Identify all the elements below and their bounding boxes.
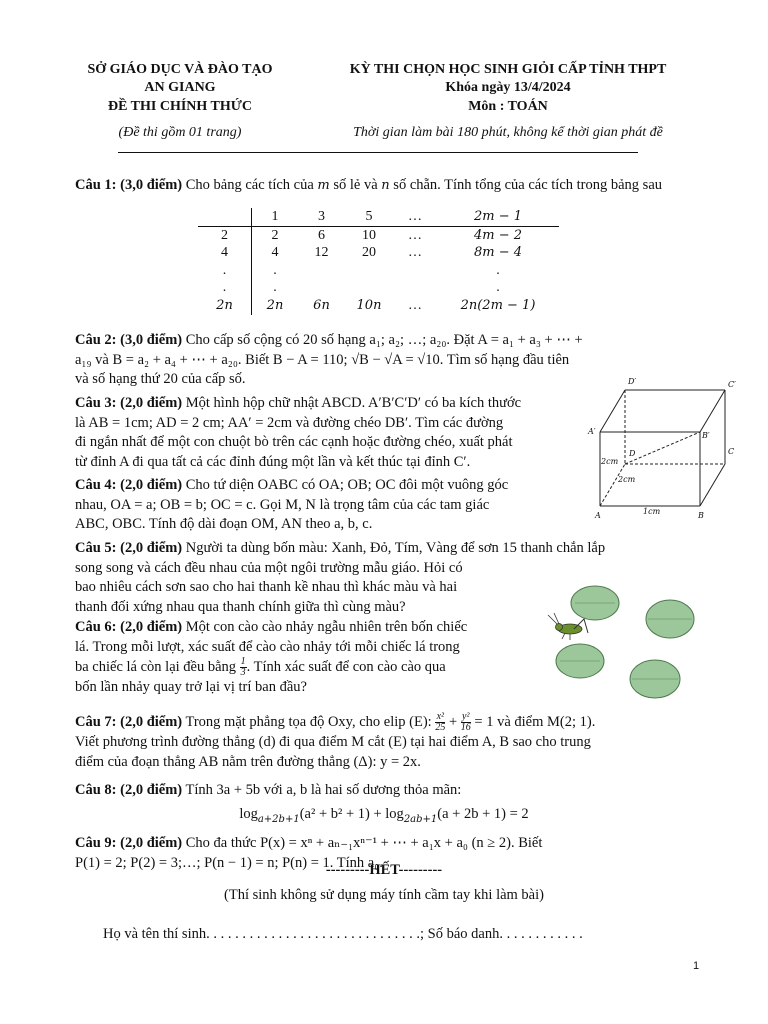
- edge-length-label: 2cm: [618, 475, 636, 484]
- question-4: Câu 4: (2,0 điểm) Cho tứ diện OABC có OA; OB; OC đôi một vuông góc nhau, OA = a; OB = b; OC = c. Gọi M, N là trọng tâm của các tam giác ABC, OBC. Tính độ dài đoạn OM, AN theo a, b, c.: [75, 477, 509, 532]
- table-row: 4 4 12 20 … 8m − 4: [221, 245, 523, 261]
- edge-length-label: 2cm: [601, 457, 619, 466]
- question-6-label: Câu 6: (2,0 điểm): [75, 619, 183, 635]
- department-name: SỞ GIÁO DỤC VÀ ĐÀO TẠO: [87, 62, 273, 77]
- exam-subject: Môn : TOÁN: [468, 99, 548, 114]
- vertex-label: C′: [728, 380, 736, 389]
- question-3-label: Câu 3: (2,0 điểm): [75, 395, 183, 411]
- fraction-y2-16: $\frac{\text{y²}}{16}$: [460, 711, 471, 733]
- table-row: . . .: [222, 280, 500, 296]
- question-7-label: Câu 7: (2,0 điểm): [75, 713, 183, 730]
- leaves-grasshopper-illustration: [530, 575, 700, 705]
- vertex-label: C: [728, 447, 735, 456]
- edge-length-label: 1cm: [643, 507, 661, 516]
- table-row: . . .: [222, 262, 500, 278]
- exam-official-label: ĐỀ THI CHÍNH THỨC: [107, 99, 253, 114]
- header-divider: [118, 152, 638, 153]
- vertex-label: A′: [588, 427, 596, 436]
- cuboid-figure: [585, 372, 745, 520]
- table-row: 2 2 6 10 … 4m − 2: [221, 227, 523, 243]
- page-count-note: (Đề thi gồm 01 trang): [118, 125, 242, 140]
- province-name: AN GIANG: [144, 80, 216, 95]
- exam-title: KỲ THI CHỌN HỌC SINH GIỎI CẤP TỈNH THPT: [349, 62, 667, 77]
- page-number: 1: [693, 960, 700, 972]
- question-8-label: Câu 8: (2,0 điểm): [75, 782, 183, 798]
- vertex-label: D: [629, 449, 636, 458]
- question-3: Câu 3: (2,0 điểm) Một hình hộp chữ nhật ABCD. A′B′C′D′ có ba kích thước là AB = 1cm; AD = 2 cm; AA′ = 2cm và đường chéo DB′. Tìm các đường đi ngắn nhất để một con chuột bò trên các cạnh hoặc đường chéo, xuất phát từ đỉnh A đi qua tất cả các đỉnh đúng một lần và kết thúc tại đỉnh C′.: [75, 395, 522, 470]
- exam-date: Khóa ngày 13/4/2024: [445, 80, 571, 95]
- vertex-label: D′: [628, 377, 637, 386]
- question-5: Câu 5: (2,0 điểm) Người ta dùng bốn màu: Xanh, Đỏ, Tím, Vàng để sơn 15 thanh chắn lắp song song và cách đều nhau của một ngôi trường mẫu giáo. Hỏi có bao nhiêu cách sơn sao cho hai thanh kề nhau thì khác màu và hai thanh đối xứng nhau qua thanh chính giữa thì cùng màu?: [75, 540, 606, 615]
- question-9: Câu 9: (2,0 điểm) Cho đa thức P(x) = xⁿ + aₙ₋₁xⁿ⁻¹ + ⋯ + a₁x + a₀ (n ≥ 2). Biết P(1) = 2; P(2) = 3;…; P(n − 1) = n; P(n) = 1. Tính a₀.: [75, 835, 543, 871]
- candidate-info-line: Họ và tên thí sinh. . . . . . . . . . . . . . . . . . . . . . . . . . . . . .; Số báo danh. . . . . . . . . . . .: [103, 926, 583, 942]
- question-1: Câu 1: (3,0 điểm) Cho bảng các tích của m số lẻ và n số chẵn. Tính tổng của các tích trong bảng sau: [75, 177, 663, 193]
- question-6: Câu 6: (2,0 điểm) Một con cào cào nhảy ngẫu nhiên trên bốn chiếc lá. Trong mỗi lượt, xác suất để cào cào nhảy tới mỗi chiếc lá trong ba chiếc lá còn lại đều bằng $\frac{1}{3}$ . Tính xác suất để con cào cào qua bốn lần nhảy quay trở lại vị trí ban đầu?: [75, 619, 468, 695]
- products-table: [198, 208, 559, 315]
- fraction-x2-25: $\frac{\text{x²}}{25}$: [435, 711, 446, 733]
- question-1-label: Câu 1: (3,0 điểm): [75, 177, 183, 193]
- question-4-label: Câu 4: (2,0 điểm): [75, 477, 183, 493]
- fraction-one-third: $\frac{1}{3}$: [240, 656, 246, 678]
- question-7: Câu 7: (2,0 điểm) Trong mặt phẳng tọa độ Oxy, cho elip (E): $\frac{\text{x²}}{25}$ + $\frac{\text{y²}}{16}$ = 1 và điểm M(2; 1). Viết phương trình đường thẳng (d) đi qua điểm M cắt (E) tại hai điểm A, B sao cho trung điểm của đoạn thẳng AB nằm trên đường thẳng (Δ): y = 2x.: [75, 711, 596, 770]
- vertex-label: A: [595, 511, 601, 520]
- question-5-label: Câu 5: (2,0 điểm): [75, 540, 183, 556]
- question-2-label: Câu 2: (3,0 điểm): [75, 332, 183, 348]
- vertex-label: B: [698, 511, 704, 520]
- vertex-label: B′: [702, 431, 710, 440]
- question-8: Câu 8: (2,0 điểm) Tính 3a + 5b với a, b là hai số dương thỏa mãn:: [75, 782, 462, 798]
- question-8-equation: $\log_{a+2b+1}(a^2 + b^2 + 1) + \log_{2ab+1}(a + 2b + 1) = 2$: [239, 806, 529, 825]
- calculator-note: (Thí sinh không sử dụng máy tính cầm tay khi làm bài): [224, 887, 544, 903]
- question-9-label: Câu 9: (2,0 điểm): [75, 835, 183, 851]
- table-row: 2n 2n 6n 10n … 2n(2m − 1): [216, 297, 536, 313]
- end-marker: ---------HẾT---------: [325, 862, 443, 878]
- question-2: Câu 2: (3,0 điểm) Cho cấp số cộng có 20 số hạng a₁; a₂; …; a₂₀. Đặt A = a₁ + a₃ + ⋯ + a₁₉ và B = a₂ + a₄ + ⋯ + a₂₀. Biết B − A = 110; √B − √A = √10. Tìm số hạng đầu tiên và số hạng thứ 20 của cấp số.: [75, 332, 583, 387]
- table-row: 1 3 5 … 2m − 1: [198, 208, 559, 226]
- exam-duration: Thời gian làm bài 180 phút, không kể thời gian phát đề: [353, 125, 663, 140]
